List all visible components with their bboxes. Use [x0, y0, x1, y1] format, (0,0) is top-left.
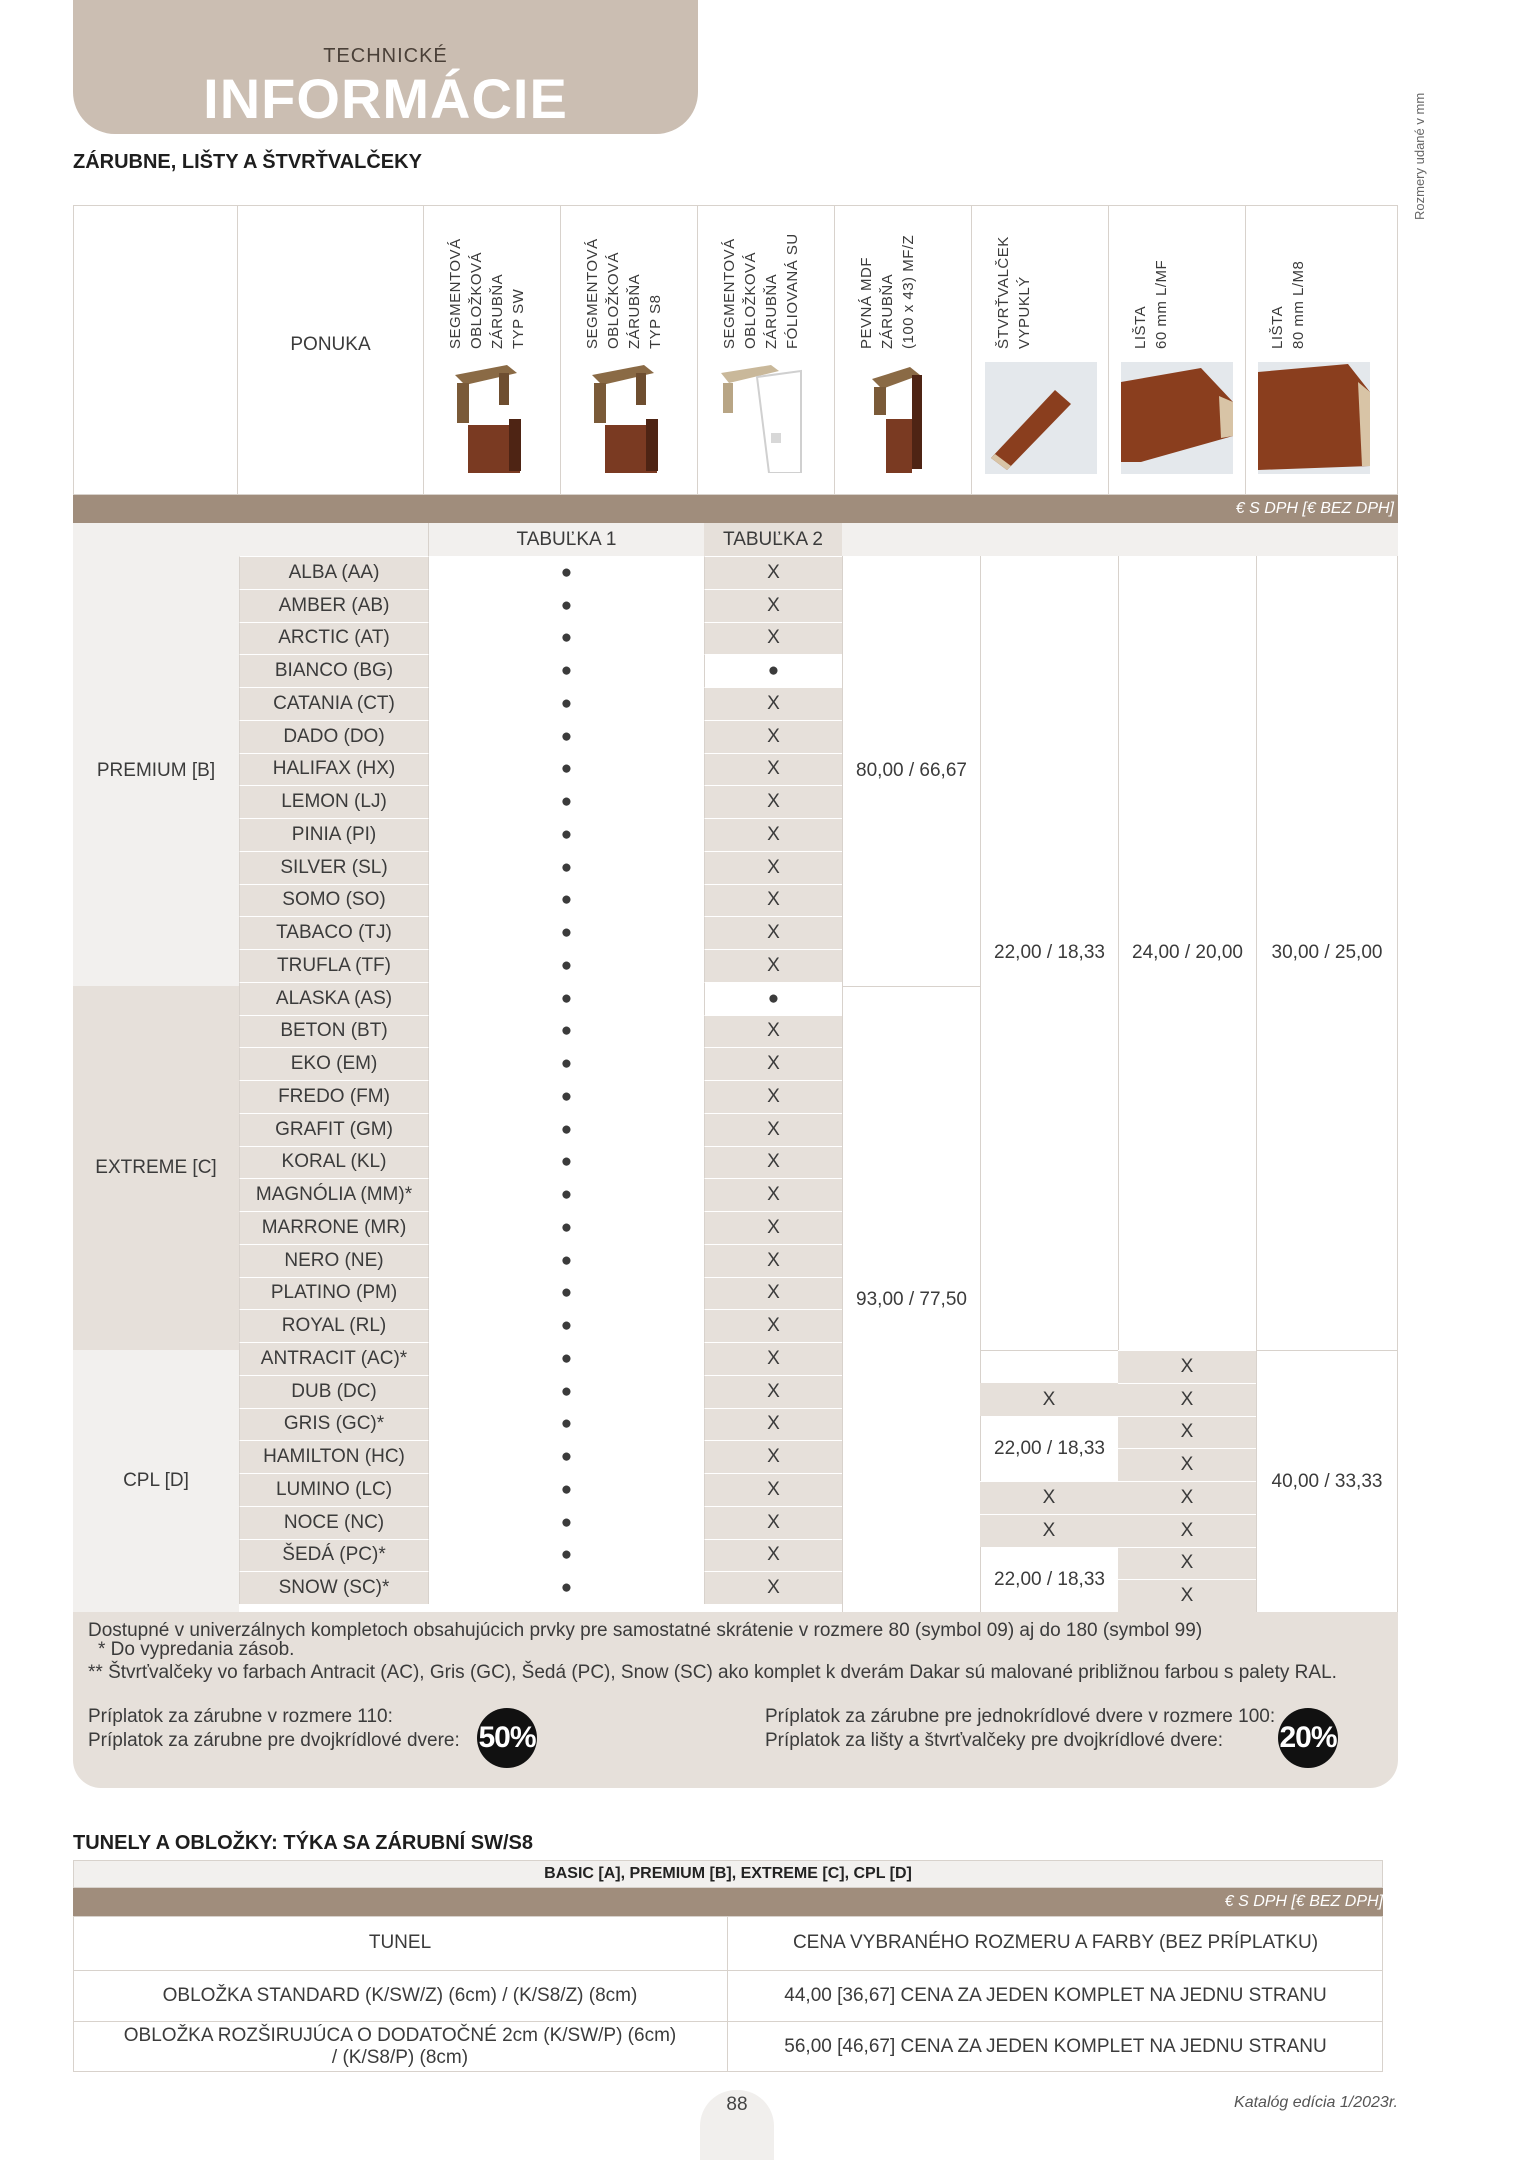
color-name-cell: HAMILTON (HC) [239, 1440, 428, 1473]
tab1-value-cell: ● [428, 1211, 704, 1244]
color-name-cell: SILVER (SL) [239, 851, 428, 884]
cpl-lista60-cell: X [1118, 1416, 1256, 1449]
frame-mdf-image-icon [866, 363, 946, 473]
color-name-cell: ŠEDÁ (PC)* [239, 1539, 428, 1572]
tab1-value-cell: ● [428, 1506, 704, 1539]
tab1-value-cell: ● [428, 1178, 704, 1211]
color-name-cell: GRIS (GC)* [239, 1408, 428, 1441]
cpl-lista60-cell: X [1118, 1448, 1256, 1481]
tab1-value-cell: ● [428, 1571, 704, 1604]
color-name-cell: CATANIA (CT) [239, 687, 428, 720]
cpl-quarter-price-2: 22,00 / 18,33 [980, 1547, 1118, 1612]
tunnel-price-note: € S DPH [€ BEZ DPH] [1224, 1893, 1383, 1910]
tab2-value-cell: X [704, 1375, 842, 1408]
color-name-cell: TABACO (TJ) [239, 916, 428, 949]
color-name-cell: SNOW (SC)* [239, 1571, 428, 1604]
tab2-value-cell: X [704, 1146, 842, 1179]
price-mdf-premium: 80,00 / 66,67 [842, 556, 980, 986]
header-title: INFORMÁCIE [203, 67, 568, 130]
price-note: € S DPH [€ BEZ DPH] [1235, 500, 1394, 517]
color-name-cell: LEMON (LJ) [239, 785, 428, 818]
tab2-label: TABUĽKA 2 [704, 523, 842, 556]
frame-su-image-icon [717, 363, 817, 473]
cpl-lista60-cell: X [1118, 1481, 1256, 1514]
tab1-value-cell: ● [428, 1309, 704, 1342]
ponuka-label: PONUKA [290, 334, 371, 355]
tab1-value-cell: ● [428, 916, 704, 949]
color-name-cell: GRAFIT (GM) [239, 1113, 428, 1146]
tab1-value-cell: ● [428, 785, 704, 818]
tab1-value-cell: ● [428, 1473, 704, 1506]
color-name-cell: DADO (DO) [239, 720, 428, 753]
tab1-value-cell: ● [428, 1015, 704, 1048]
tab1-value-cell: ● [428, 1342, 704, 1375]
header-tab [73, 0, 698, 134]
tab2-value-cell: ● [704, 982, 842, 1015]
cpl-quarter-noce: X [980, 1514, 1118, 1547]
color-name-cell: AMBER (AB) [239, 589, 428, 622]
col-head-lista80: LIŠTA 80 mm L/M8 [1269, 260, 1307, 349]
cpl-lista60-cell: X [1118, 1514, 1256, 1547]
page-number: 88 [726, 2094, 748, 2115]
tab2-value-cell: X [704, 1539, 842, 1572]
color-name-cell: MAGNÓLIA (MM)* [239, 1178, 428, 1211]
col-head-lista60: LIŠTA 60 mm L/MF [1132, 259, 1170, 349]
group-extreme: EXTREME [C] [73, 986, 239, 1350]
tab1-value-cell: ● [428, 1539, 704, 1572]
tab2-value-cell: X [704, 1244, 842, 1277]
tab1-value-cell: ● [428, 589, 704, 622]
tab1-value-cell: ● [428, 949, 704, 982]
cpl-quarter-lumino: X [980, 1481, 1118, 1514]
tab1-value-cell: ● [428, 1440, 704, 1473]
tab1-value-cell: ● [428, 687, 704, 720]
color-name-cell: NOCE (NC) [239, 1506, 428, 1539]
color-name-cell: ARCTIC (AT) [239, 622, 428, 655]
tab2-value-cell: X [704, 949, 842, 982]
color-name-cell: KORAL (KL) [239, 1146, 428, 1179]
tab1-value-cell: ● [428, 851, 704, 884]
tab1-value-cell: ● [428, 556, 704, 589]
cpl-lista60-cell: X [1118, 1383, 1256, 1416]
header-subtitle: TECHNICKÉ [323, 45, 448, 67]
tab2-value-cell: X [704, 1211, 842, 1244]
badge-50: 50% [477, 1708, 537, 1768]
col-head-su: SEGMENTOVÁ OBLOŽKOVÁ ZÁRUBŇA FÓLIOVANÁ SU [721, 233, 801, 349]
lista80-image-icon [1258, 362, 1370, 474]
tab2-value-cell: X [704, 1506, 842, 1539]
tab2-value-cell: X [704, 851, 842, 884]
cpl-quarter-dub: X [980, 1383, 1118, 1416]
cpl-lista60-cell: X [1118, 1579, 1256, 1612]
side-note: Rozmery udané v mm [1412, 92, 1427, 220]
note-stock: * Do vypredania zásob. [98, 1639, 295, 1660]
cpl-lista60-cell: X [1118, 1350, 1256, 1383]
tunnel-row-standard-name: OBLOŽKA STANDARD (K/SW/Z) (6cm) / (K/S8/Z) (8cm) [162, 1985, 638, 2006]
color-name-cell: ROYAL (RL) [239, 1309, 428, 1342]
tab2-value-cell: X [704, 687, 842, 720]
price-lista80: 30,00 / 25,00 [1256, 556, 1398, 1350]
tab2-value-cell: X [704, 1113, 842, 1146]
tunnel-row-extended-price: 56,00 [46,67] CENA ZA JEDEN KOMPLET NA JEDNU STRANU [784, 2036, 1327, 2057]
tab2-value-cell: X [704, 720, 842, 753]
tab2-value-cell: X [704, 916, 842, 949]
tab2-value-cell: X [704, 1342, 842, 1375]
surcharge-right-2: Príplatok za lišty a štvrťvalčeky pre dvojkrídlové dvere: [765, 1730, 1224, 1751]
tab2-value-cell: X [704, 1440, 842, 1473]
frame-sw-image-icon [443, 363, 543, 473]
tab2-value-cell: X [704, 785, 842, 818]
tab1-value-cell: ● [428, 654, 704, 687]
tab1-value-cell: ● [428, 720, 704, 753]
surcharge-left-1: Príplatok za zárubne v rozmere 110: [88, 1706, 393, 1727]
col-head-sw: SEGMENTOVÁ OBLOŽKOVÁ ZÁRUBŇA TYP SW [447, 238, 527, 349]
cpl-lista60-cell: X [1118, 1547, 1256, 1580]
cpl-quarter-price-1: 22,00 / 18,33 [980, 1416, 1118, 1481]
note-ral: ** Štvrťvalčeky vo farbach Antracit (AC), Gris (GC), Šedá (PC), Snow (SC) ako komplet k dverám Dakar sú malované približnou farbou s palety RAL. [88, 1662, 1337, 1683]
cpl-quarter-antracit [980, 1350, 1118, 1383]
col-head-quarter-round: ŠTVRŤVALČEK VYPUKLÝ [995, 236, 1033, 349]
tab2-value-cell: X [704, 1309, 842, 1342]
frames-table [73, 205, 1398, 1788]
color-name-cell: ALASKA (AS) [239, 982, 428, 1015]
group-premium: PREMIUM [B] [73, 556, 239, 986]
tab1-value-cell: ● [428, 1408, 704, 1441]
tab2-value-cell: ● [704, 654, 842, 687]
tab1-value-cell: ● [428, 884, 704, 917]
color-name-cell: EKO (EM) [239, 1047, 428, 1080]
color-name-cell: PINIA (PI) [239, 818, 428, 851]
tab1-value-cell: ● [428, 622, 704, 655]
tab1-label: TABUĽKA 1 [428, 523, 704, 556]
tab1-value-cell: ● [428, 1113, 704, 1146]
price-quarter-round: 22,00 / 18,33 [980, 556, 1118, 1350]
tab2-value-cell: X [704, 1277, 842, 1310]
tab2-value-cell: X [704, 884, 842, 917]
tab1-value-cell: ● [428, 753, 704, 786]
tab2-value-cell: X [704, 818, 842, 851]
group-cpl: CPL [D] [73, 1350, 239, 1612]
tab2-value-cell: X [704, 1015, 842, 1048]
color-name-cell: ALBA (AA) [239, 556, 428, 589]
color-name-cell: HALIFAX (HX) [239, 753, 428, 786]
catalog-edition: Katalóg edícia 1/2023r. [1234, 2094, 1398, 2111]
tab2-value-cell: X [704, 1473, 842, 1506]
color-name-cell: BIANCO (BG) [239, 654, 428, 687]
color-name-cell: ANTRACIT (AC)* [239, 1342, 428, 1375]
lista60-image-icon [1121, 362, 1233, 474]
note-universal: Dostupné v univerzálnych kompletoch obsahujúcich prvky pre samostatné skrátenie v rozmere 80 (symbol 09) aj do 180 (symbol 99) [88, 1620, 1203, 1641]
surcharge-left-2: Príplatok za zárubne pre dvojkrídlové dvere: [88, 1730, 460, 1751]
color-name-cell: SOMO (SO) [239, 884, 428, 917]
tab1-value-cell: ● [428, 982, 704, 1015]
col-head-mdf: PEVNÁ MDF ZÁRUBŇA (100 x 43) MF/Z [858, 234, 917, 349]
color-name-cell: BETON (BT) [239, 1015, 428, 1048]
tab2-value-cell: X [704, 622, 842, 655]
badge-20: 20% [1278, 1708, 1338, 1768]
tab1-value-cell: ● [428, 1047, 704, 1080]
tab1-value-cell: ● [428, 1146, 704, 1179]
color-name-cell: NERO (NE) [239, 1244, 428, 1277]
frame-s8-image-icon [580, 363, 680, 473]
tab2-value-cell: X [704, 1408, 842, 1441]
color-name-cell: TRUFLA (TF) [239, 949, 428, 982]
section-title-tunnels: TUNELY A OBLOŽKY: TÝKA SA ZÁRUBNÍ SW/S8 [73, 1832, 534, 1854]
tunnel-header-name: TUNEL [368, 1932, 432, 1953]
color-name-cell: MARRONE (MR) [239, 1211, 428, 1244]
tab2-value-cell: X [704, 1178, 842, 1211]
section-title-frames: ZÁRUBNE, LIŠTY A ŠTVRŤVALČEKY [73, 151, 422, 173]
color-name-cell: PLATINO (PM) [239, 1277, 428, 1310]
tab2-value-cell: X [704, 556, 842, 589]
tab2-value-cell: X [704, 1571, 842, 1604]
tab1-value-cell: ● [428, 1080, 704, 1113]
tunnel-header-price: CENA VYBRANÉHO ROZMERU A FARBY (BEZ PRÍPLATKU) [792, 1932, 1319, 1953]
tab2-value-cell: X [704, 1080, 842, 1113]
tab1-value-cell: ● [428, 1277, 704, 1310]
color-name-cell: LUMINO (LC) [239, 1473, 428, 1506]
tunnel-row-standard-price: 44,00 [36,67] CENA ZA JEDEN KOMPLET NA JEDNU STRANU [784, 1985, 1327, 2006]
surcharge-right-1: Príplatok za zárubne pre jednokrídlové dvere v rozmere 100: [765, 1706, 1276, 1727]
tab2-value-cell: X [704, 753, 842, 786]
price-lista80-cpl: 40,00 / 33,33 [1256, 1350, 1398, 1612]
quarter-round-image-icon [985, 362, 1097, 474]
tunnel-row-extended-name: OBLOŽKA ROZŠIRUJÚCA O DODATOČNÉ 2cm (K/SW/P) (6cm) / (K/S8/P) (8cm) [123, 2025, 677, 2068]
price-lista60: 24,00 / 20,00 [1118, 556, 1256, 1350]
col-head-s8: SEGMENTOVÁ OBLOŽKOVÁ ZÁRUBŇA TYP S8 [584, 238, 664, 349]
tab1-value-cell: ● [428, 818, 704, 851]
color-name-cell: DUB (DC) [239, 1375, 428, 1408]
tunnel-series: BASIC [A], PREMIUM [B], EXTREME [C], CPL [D] [544, 1865, 912, 1882]
tab1-value-cell: ● [428, 1244, 704, 1277]
price-mdf-extreme-cpl: 93,00 / 77,50 [842, 986, 980, 1612]
tab1-value-cell: ● [428, 1375, 704, 1408]
tab2-value-cell: X [704, 589, 842, 622]
color-name-cell: FREDO (FM) [239, 1080, 428, 1113]
tab2-value-cell: X [704, 1047, 842, 1080]
